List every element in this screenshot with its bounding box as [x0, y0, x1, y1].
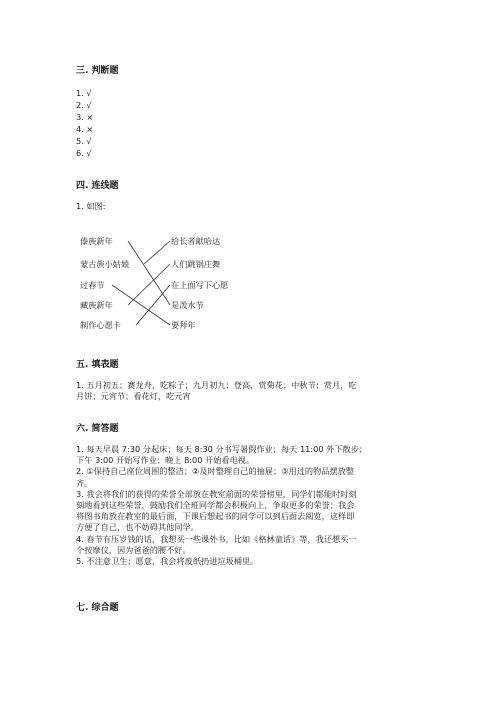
matching-line-1 [128, 241, 170, 305]
left-item-1: 傣族新年 [80, 236, 113, 246]
short-answer-line-8: 方便了自己，也不妨碍其他同学。 [76, 522, 199, 533]
matching-diagram [76, 232, 276, 332]
judgment-answer-2: 2. √ [76, 100, 92, 110]
right-item-5: 要拜年 [171, 320, 196, 330]
section-6-heading: 六. 简答题 [76, 424, 119, 434]
short-answer-line-4: 齐。 [76, 477, 93, 488]
judgment-answer-3: 3. × [76, 112, 94, 122]
short-answer-line-9: 4. 春节有压岁钱的话，我想买一些课外书，比如《格林童话》等，我还想买一 [76, 533, 357, 544]
judgment-answer-5: 5. √ [76, 136, 92, 146]
short-answer-line-10: 个按摩仪，因为爸爸的腰不好。 [76, 544, 191, 555]
matching-line-4 [128, 264, 170, 305]
left-item-2: 蒙古族小姑娘 [80, 259, 130, 269]
right-item-1: 给长者献哈达 [171, 236, 221, 246]
matching-line-2 [144, 241, 170, 264]
left-item-4: 藏族新年 [80, 300, 113, 310]
judgment-answer-1: 1. √ [76, 88, 92, 98]
right-item-3: 在上面写下心愿 [171, 280, 229, 290]
judgment-answer-4: 4. × [76, 124, 94, 134]
section-3-heading: 三. 判断题 [76, 66, 119, 76]
matching-item-label: 1. 如图: [76, 201, 106, 211]
short-answer-line-2: 下午 3:00 开始写作业；晚上 8:00 开始看电视。 [76, 455, 255, 466]
section-4-heading: 四. 连线题 [76, 181, 119, 191]
short-answer-line-5: 3. 我会将我们的获得的荣誉全部放在教室前面的荣誉榜里，同学们都能时时刻 [76, 488, 357, 499]
short-answer-block [76, 444, 428, 567]
right-item-4: 是泼水节 [171, 300, 204, 310]
short-answer-line-11: 5. 不注意卫生；愿意，我会将废纸扔进垃圾桶里。 [76, 556, 259, 567]
judgment-answer-6: 6. √ [76, 148, 92, 158]
fill-table-line-1: 1. 五月初五；赛龙舟，吃粽子；九月初九；登高，赏菊花；中秋节；赏月，吃 [76, 380, 357, 390]
fill-table-answer [76, 380, 428, 402]
short-answer-line-6: 刻地看到这些荣誉，鼓励我们全班同学都会积极向上，争取更多的荣誉；我会 [76, 500, 355, 511]
short-answer-line-1: 1. 每天早晨 7:30 分起床；每天 8:30 分书写暑假作业；每天 11:00 外下散步； [76, 444, 368, 454]
section-7-heading: 七. 综合题 [76, 603, 119, 613]
section-5-heading: 五. 填表题 [76, 360, 119, 370]
short-answer-line-3: 2. ①保持自己座位周围的整洁；②及时整理自己的抽屉；③用过的物品摆放整 [76, 466, 355, 477]
short-answer-line-7: 将图书角放在教室的最后面，下课后想起书的同学可以到后面去阅览，这样即 [76, 511, 355, 522]
left-item-5: 制作心愿卡 [80, 320, 121, 330]
right-item-2: 人们跳锅庄舞 [171, 259, 221, 269]
fill-table-line-2: 月饼；元宵节；看花灯，吃元宵 [76, 391, 191, 402]
left-item-3: 过春节 [80, 280, 105, 290]
